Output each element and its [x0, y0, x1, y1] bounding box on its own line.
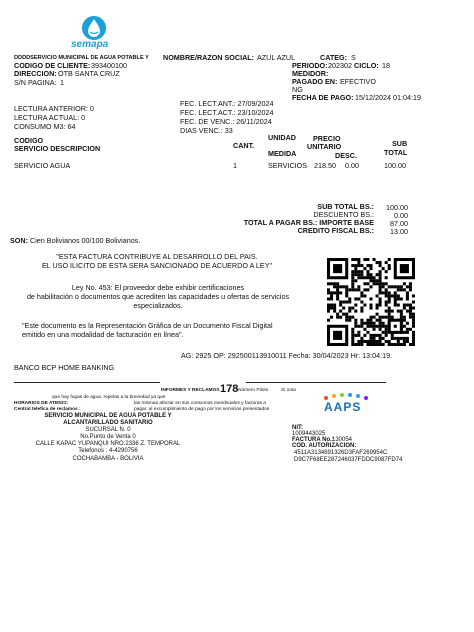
total-label-pay: TOTAL A PAGAR BS.: IMPORTE BASE — [243, 218, 374, 227]
mid-note-1: las mismas afectar en sus consumos mendsuales y facturas a — [134, 401, 266, 406]
reading-prev: LECTURA ANTERIOR: 0 — [14, 104, 94, 113]
central-label: Central telefica de reclamos : — [14, 407, 81, 412]
total-value-pay: 87.00 — [390, 219, 408, 228]
client-code-value: 393400100 — [91, 61, 127, 70]
address-value: OTB SANTA CRUZ — [58, 69, 120, 78]
total-label-subtotal: SUB TOTAL BS.: — [317, 202, 374, 211]
col-disc-header: DESC. — [335, 151, 357, 160]
invoice-label: FACTURA No.: — [292, 437, 334, 443]
logo-wordmark: semapa — [71, 39, 109, 50]
row-sub: 100.00 — [384, 161, 406, 170]
col-unit2-header: MEDIDA — [268, 149, 297, 158]
semapa-logo — [66, 14, 122, 54]
client-code-label: CODIGO DE CLIENTE: — [14, 61, 91, 70]
mid-note-2: pagar. al excumplimiento de pago por los servicios presentados — [134, 407, 270, 412]
informes-note: Número Piloto — [238, 388, 269, 393]
notice-2b: de habilitación o documentos que acrediten las capacidades u ofertas de servicios — [26, 292, 290, 301]
qr-code-image — [327, 258, 415, 346]
reading-current: LECTURA ACTUAL: 0 — [14, 113, 86, 122]
col-code-header: CODIGO — [14, 136, 44, 145]
name-label: NOMBRE/RAZON SOCIAL: — [163, 53, 255, 62]
paid-value: EFECTIVO — [340, 77, 376, 86]
notice-3b: emitido en una modalidad de facturación en línea". — [22, 330, 184, 339]
col-unit-header: UNIDAD — [268, 133, 296, 142]
days-due: DIAS VENC.: 33 — [180, 126, 233, 135]
paid-label: PAGADO EN: — [292, 77, 338, 86]
footer-street: CALLE KAPAC YUPANQUI NRO.2336 Z. TEMPORAL — [35, 441, 181, 447]
notice-1a: "ESTA FACTURA CONTRIBUYE AL DESARROLLO DEL PAIS. — [56, 252, 258, 261]
informes-label: INFORMES Y RECLAMOS — [161, 388, 220, 393]
aaps-logo — [318, 392, 378, 416]
invoice-value: 130054 — [332, 437, 353, 443]
categ-label: CATEG: — [320, 53, 348, 62]
col-price2-header: UNITARIO — [307, 142, 342, 151]
address-label: DIRECCION: — [14, 69, 57, 78]
page-label: S/N PAGINA: — [14, 78, 57, 87]
date-prev-reading: FEC. LECT.ANT.: 27/09/2024 — [180, 99, 274, 108]
date-current-reading: FEC. LECT.ACT.: 23/10/2024 — [180, 108, 274, 117]
aaps-wordmark: AAPS — [324, 400, 362, 414]
auth-label: COD. AUTORIZACION: — [292, 443, 357, 449]
footer-branch: SUCURSAL N. 0 — [85, 427, 131, 433]
footer-city: COCHABAMBA - BOLIVIA — [72, 456, 144, 462]
col-price-header: PRECIO — [313, 134, 341, 143]
ng-text: NG — [292, 85, 303, 94]
col-sub-header: SUB — [392, 139, 408, 148]
notice-2a: Ley No. 453: El proveedor debe exhibir certificaciones — [71, 283, 245, 292]
period-value: 202302 — [328, 61, 352, 70]
son-value: Cien Bolivianos 00/100 Bolivianos. — [30, 236, 141, 245]
auth-code-2: D9C7F68EE287246037FDDC9087FD74 — [294, 457, 403, 463]
informes-number: 178 — [220, 383, 239, 395]
nit-label: NIT: — [292, 425, 303, 431]
company-name-header: DDDDSERVICIO MUNICIPAL DE AGUA POTABLE Y — [14, 55, 149, 61]
row-qty: 1 — [233, 161, 237, 170]
total-value-discount: 0.00 — [394, 211, 408, 220]
cycle-value: 18 — [382, 61, 390, 70]
due-date: FEC. DE VENC.: 26/11/2024 — [180, 117, 272, 126]
col-desc-header: SERVICIO DESCRIPCION — [14, 144, 101, 153]
qr-code — [327, 258, 415, 346]
row-price: 218.50 — [314, 161, 336, 170]
cycle-label: CICLO: — [354, 61, 379, 70]
hours-label: HORARIOS DE ATENCI: — [14, 401, 69, 406]
page-value: 1 — [60, 78, 64, 87]
footer-phone: Telefonos : 4-4290756 — [78, 448, 138, 454]
footer-company-2: ALCANTARILLADO SANITARIO — [63, 420, 153, 426]
total-value-credit: 13.00 — [390, 227, 408, 236]
col-qty-header: CANT. — [233, 141, 255, 150]
pay-date-label: FECHA DE PAGO: — [292, 93, 354, 102]
nit-value: 1009443025 — [292, 431, 326, 437]
footer-divider-left — [14, 382, 160, 383]
row-desc: SERVICIO AGUA — [14, 161, 71, 170]
leak-note: que hay fugas de agua, repelas a la brevedad ya que — [52, 395, 166, 400]
si-nota: Si nota — [281, 388, 296, 393]
consumption: CONSUMO M3: 64 — [14, 122, 76, 131]
row-disc: 0.00 — [345, 161, 359, 170]
notice-2c: especializados. — [133, 301, 183, 310]
bank-name: BANCO BCP HOME BANKING — [14, 363, 115, 372]
footer-company-1: SERVICIO MUNICIPAL DE AGUA POTABLE Y — [44, 413, 172, 419]
auth-code-1: 4511A3134891326D3FAF269954C — [294, 450, 388, 456]
ag-line: AG: 2925 OP: 292500113910011 Fecha: 30/04/2023 Hr: 13:04:19. — [181, 351, 393, 360]
footer-divider-right — [246, 382, 386, 383]
notice-3a: "Este documento es la Representación Gráfica de un Documento Fiscal Digital — [22, 321, 273, 330]
son-label: SON: — [10, 236, 28, 245]
col-sub2-header: TOTAL — [384, 148, 408, 157]
categ-value: S — [351, 53, 356, 62]
period-label: PERIODO: — [292, 61, 328, 70]
total-value-subtotal: 100.00 — [386, 203, 408, 212]
name-value: AZUL AZUL — [257, 53, 296, 62]
total-label-discount: DESCUENTO BS.: — [313, 210, 374, 219]
notice-1b: EL USO ILICITO DE ESTA SERA SANCIONADO DE ACUERDO A LEY" — [41, 261, 273, 270]
footer-point: No.Punto de Venta 0 — [80, 434, 136, 440]
meter-label: MEDIDOR: — [292, 69, 329, 78]
total-label-credit: CREDITO FISCAL BS.: — [297, 226, 374, 235]
pay-date-value: 15/12/2024 01:04:19 — [355, 93, 421, 102]
row-unit: SERVICIOS — [268, 161, 308, 170]
